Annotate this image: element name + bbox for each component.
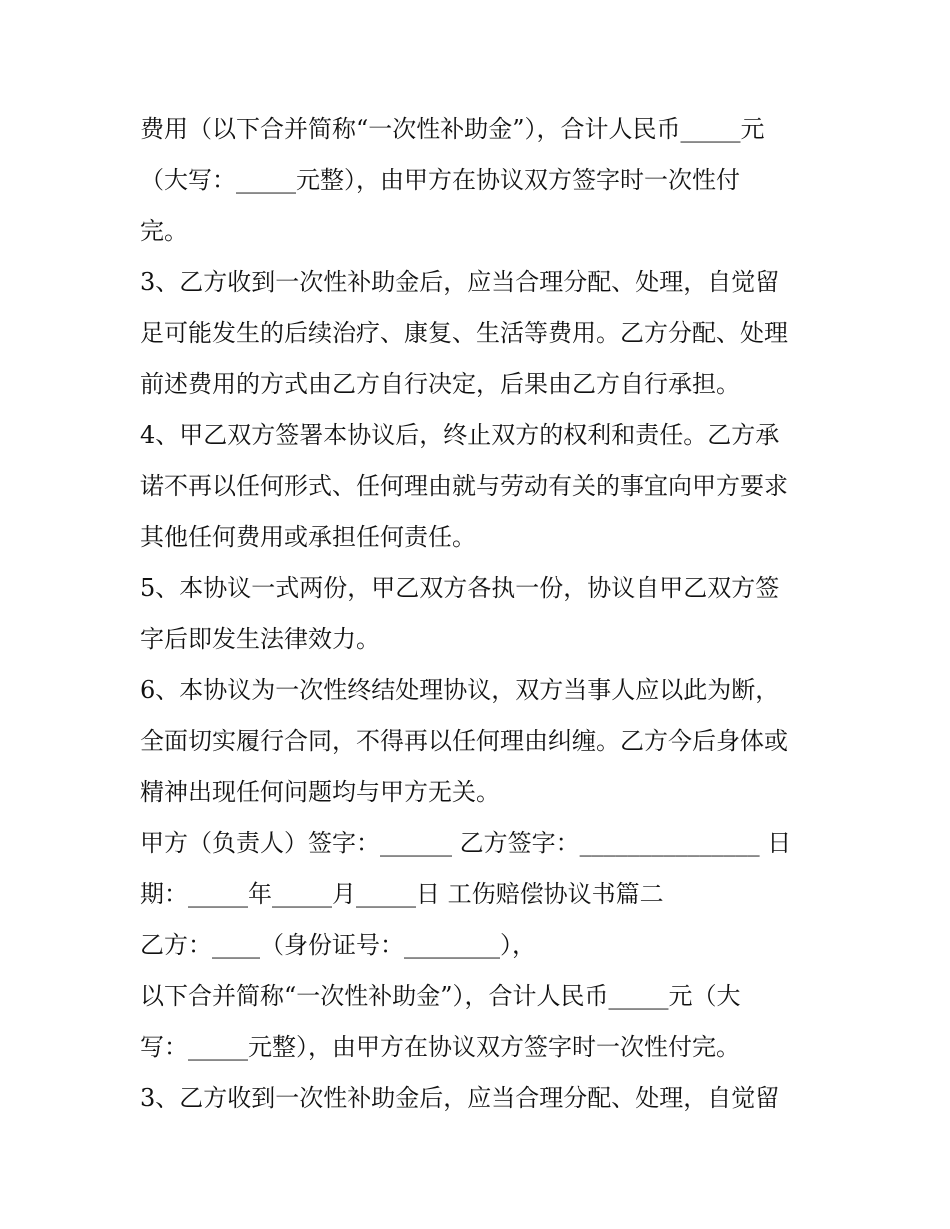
text-line: （大写：_____元整），由甲方在协议双方签字时一次性付 — [140, 166, 740, 194]
signature-line: 甲方（负责人）签字：______ 乙方签字：_______________ 日 — [140, 829, 792, 857]
date-line: 期：_____年_____月_____日 工伤赔偿协议书篇二 — [140, 880, 664, 908]
text-line: 费用（以下合并简称“一次性补助金”），合计人民币_____元 — [140, 115, 765, 143]
text-line: 足可能发生的后续治疗、康复、生活等费用。乙方分配、处理 — [140, 319, 788, 347]
text-line: 6、本协议为一次性终结处理协议，双方当事人应以此为断， — [140, 676, 780, 704]
text-line: 前述费用的方式由乙方自行决定，后果由乙方自行承担。 — [140, 370, 740, 398]
text-line: 字后即发生法律效力。 — [140, 625, 380, 653]
text-line: 诺不再以任何形式、任何理由就与劳动有关的事宜向甲方要求 — [140, 472, 788, 500]
text-line: 全面切实履行合同，不得再以任何理由纠缠。乙方今后身体或 — [140, 727, 788, 755]
text-line: 精神出现任何问题均与甲方无关。 — [140, 778, 500, 806]
text-line: 4、甲乙双方签署本协议后，终止双方的权利和责任。乙方承 — [140, 421, 780, 449]
text-line: 其他任何费用或承担任何责任。 — [140, 523, 476, 551]
text-line: 5、本协议一式两份，甲乙双方各执一份，协议自甲乙双方签 — [140, 574, 780, 602]
text-line: 3、乙方收到一次性补助金后，应当合理分配、处理，自觉留 — [140, 1084, 780, 1112]
text-line: 乙方：____（身份证号：________）， — [140, 931, 536, 959]
text-line: 写：_____元整），由甲方在协议双方签字时一次性付完。 — [140, 1033, 740, 1061]
text-line: 完。 — [140, 217, 188, 245]
text-line: 以下合并简称“一次性补助金”），合计人民币_____元（大 — [140, 982, 741, 1010]
text-line: 3、乙方收到一次性补助金后，应当合理分配、处理，自觉留 — [140, 268, 780, 296]
